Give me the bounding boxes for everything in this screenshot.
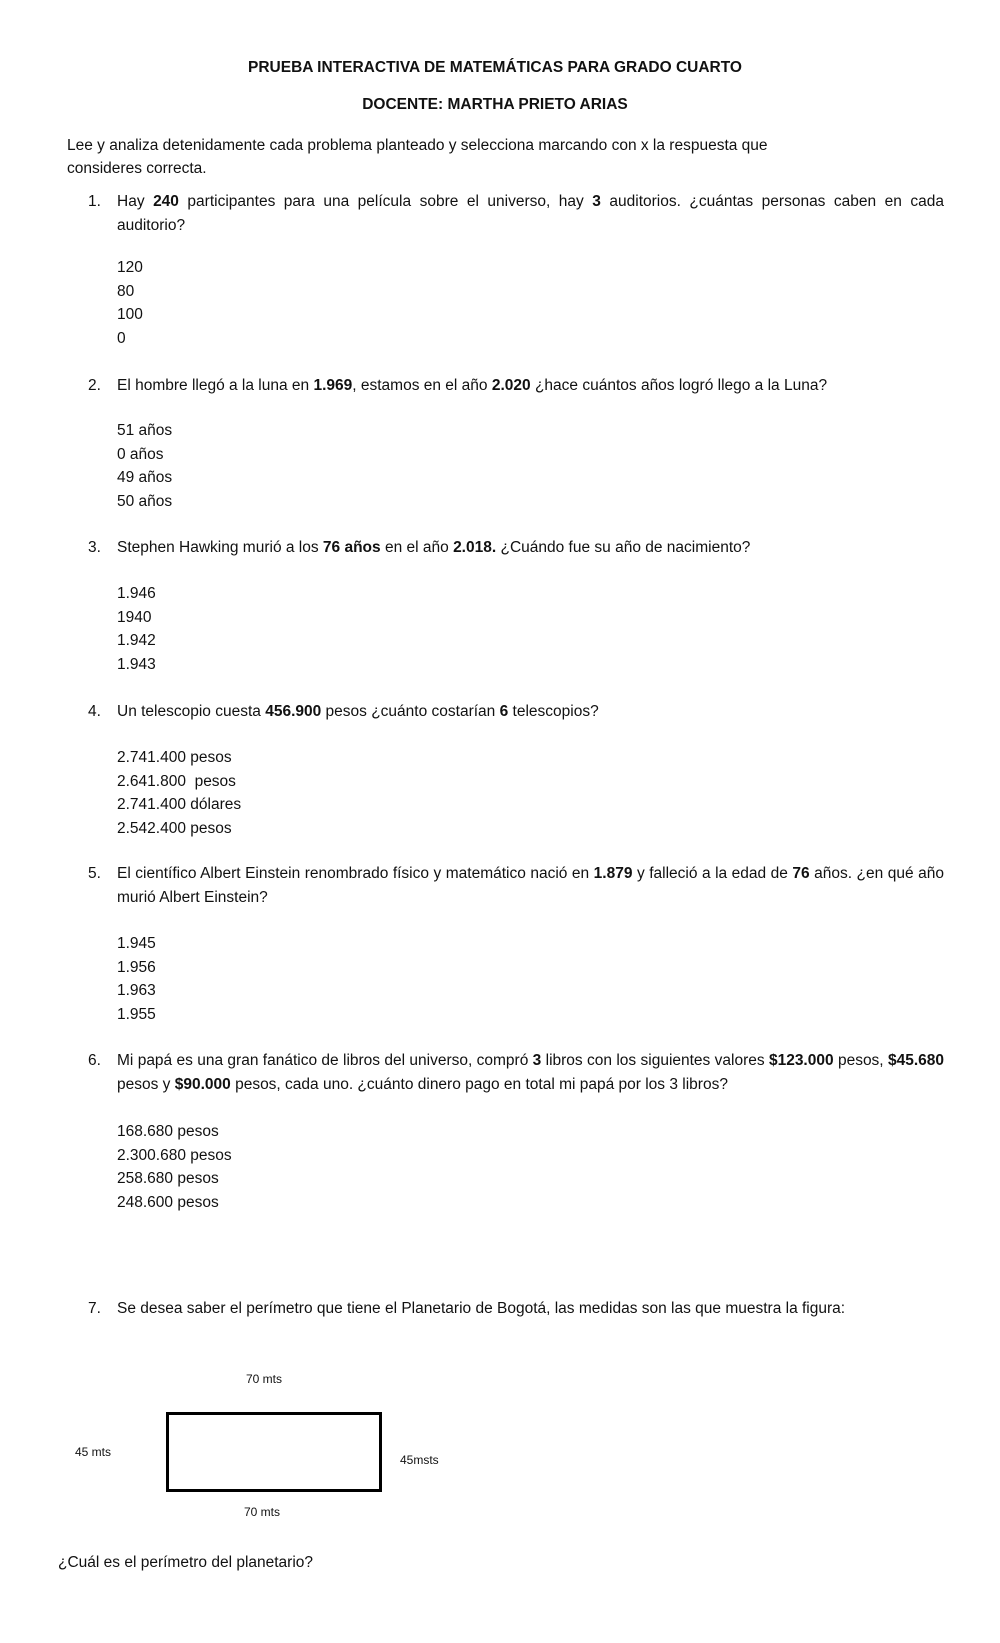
question-6 [88,1049,944,1097]
answer-option[interactable]: 80 [117,282,135,300]
answer-options-4 [117,746,241,840]
answer-option[interactable]: 1.956 [117,958,156,976]
answer-option[interactable]: 50 años [117,492,173,510]
figure-right-label: 45msts [400,1453,439,1467]
answer-options-1 [117,256,143,350]
figure-top-label: 70 mts [246,1372,283,1386]
instructions-line-1: Lee y analiza detenidamente cada problema planteado y selecciona marcando con x la respuesta que [67,137,768,154]
final-question: ¿Cuál es el perímetro del planetario? [58,1554,314,1571]
question-text: Se desea saber el perímetro que tiene el Planetario de Bogotá, las medidas son las que muestra la figura: [117,1300,846,1317]
answer-option[interactable]: 120 [117,259,143,276]
page-title: PRUEBA INTERACTIVA DE MATEMÁTICAS PARA GRADO CUARTO [248,59,742,76]
answer-option[interactable]: 0 [117,329,126,347]
answer-option[interactable]: 1.945 [117,935,156,952]
question-number: 1. [88,193,101,210]
answer-options-6 [117,1120,232,1214]
instructions [67,134,847,180]
figure-bottom-label: 70 mts [244,1505,281,1519]
answer-option[interactable]: 1940 [117,608,152,626]
answer-option[interactable]: 1.943 [117,655,156,673]
answer-option[interactable]: 2.741.400 pesos [117,749,232,766]
question-text: El científico Albert Einstein renombrado físico y matemático nació en 1.879 y falleció a la edad de 76 años. ¿en qué año murió Albert Einstein? [117,865,944,906]
question-number: 7. [88,1300,101,1317]
question-3 [88,536,944,560]
answer-option[interactable]: 100 [117,306,143,323]
answer-option[interactable]: 2.300.680 pesos [117,1146,232,1164]
planetarium-figure [0,1370,1000,1530]
question-number: 5. [88,865,101,882]
question-number: 6. [88,1052,101,1069]
question-number: 3. [88,539,101,556]
question-number: 2. [88,377,101,394]
question-5 [88,862,944,910]
question-text: Un telescopio cuesta 456.900 pesos ¿cuánto costarían 6 telescopios? [117,703,599,720]
question-4 [88,700,944,724]
answer-options-2 [117,419,172,513]
question-7 [88,1297,944,1321]
question-text: El hombre llegó a la luna en 1.969, estamos en el año 2.020 ¿hace cuántos años logró llego a la Luna? [117,377,828,394]
instructions-line-2: consideres correcta. [67,160,207,177]
question-text: Hay 240 participantes para una película sobre el universo, hay 3 auditorios. ¿cuántas personas caben en cada auditorio? [117,193,944,234]
question-text: Mi papá es una gran fanático de libros del universo, compró 3 libros con los siguientes valores $123.000 pesos, $45.680 pesos y $90.000 pesos, cada uno. ¿cuánto dinero pago en total mi papá por los 3 libros? [117,1052,944,1093]
answer-option[interactable]: 2.641.800 pesos [117,772,236,790]
answer-options-3 [117,582,156,676]
question-2 [88,374,944,398]
answer-option[interactable]: 51 años [117,422,173,439]
answer-option[interactable]: 2.542.400 pesos [117,819,232,837]
answer-option[interactable]: 1.942 [117,632,156,649]
answer-options-5 [117,932,156,1026]
answer-option[interactable]: 49 años [117,469,173,486]
answer-option[interactable]: 168.680 pesos [117,1123,219,1140]
answer-option[interactable]: 248.600 pesos [117,1193,219,1211]
answer-option[interactable]: 2.741.400 dólares [117,796,242,813]
figure-left-label: 45 mts [75,1445,112,1459]
question-1 [88,190,944,238]
question-number: 4. [88,703,101,720]
planetarium-rectangle [166,1412,382,1492]
question-text: Stephen Hawking murió a los 76 años en el año 2.018. ¿Cuándo fue su año de nacimiento? [117,539,751,556]
teacher-name: DOCENTE: MARTHA PRIETO ARIAS [362,96,628,113]
answer-option[interactable]: 1.946 [117,585,156,602]
answer-option[interactable]: 1.955 [117,1005,156,1023]
answer-option[interactable]: 258.680 pesos [117,1170,219,1187]
answer-option[interactable]: 1.963 [117,982,156,999]
answer-option[interactable]: 0 años [117,445,164,463]
